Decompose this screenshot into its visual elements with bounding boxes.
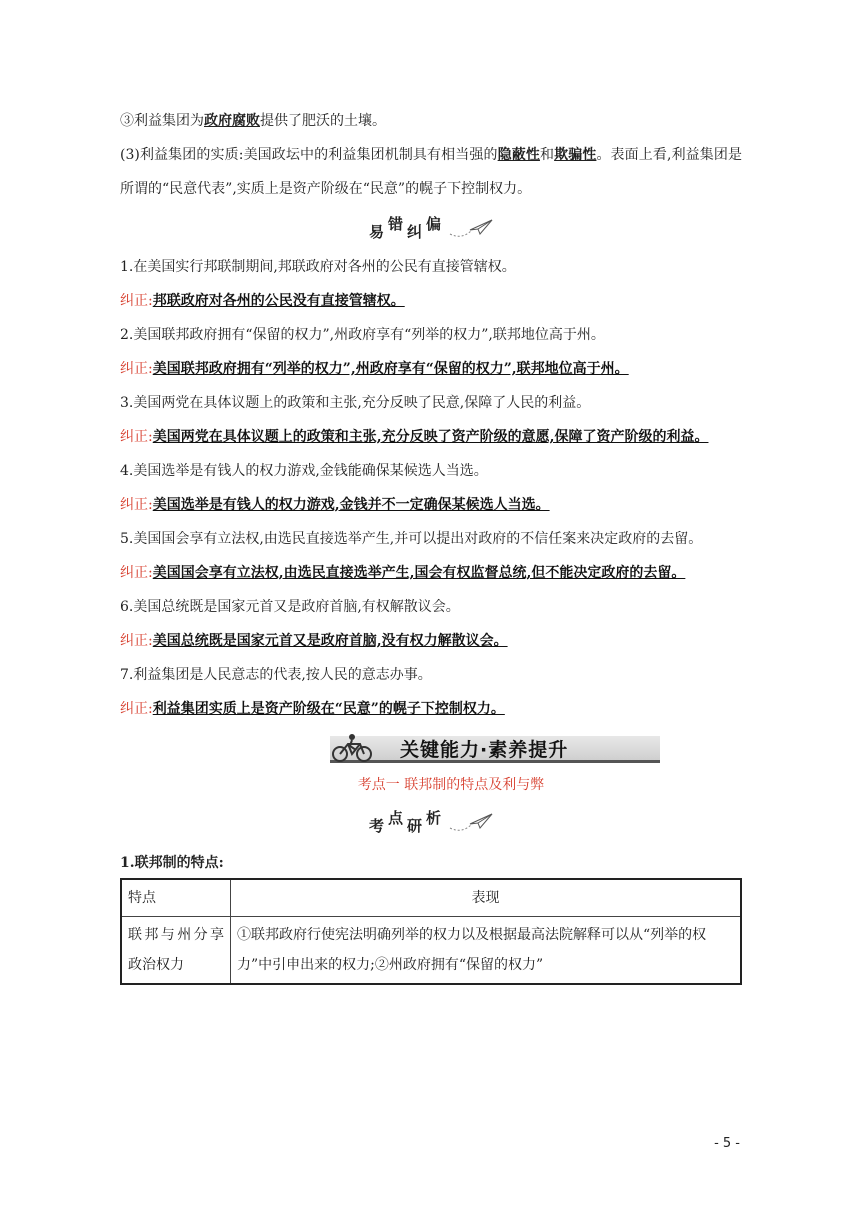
error-correction: 纠正:美国总统既是国家元首又是政府首脑,没有权力解散议会。: [120, 633, 508, 649]
table-header-row: [121, 879, 741, 917]
table-row: [121, 917, 741, 985]
features-table: [120, 878, 742, 985]
study-section-badge: 考 点 研 析: [120, 802, 742, 842]
table-header-cell: 特点: [121, 879, 231, 917]
table-header-cell: 表现: [231, 879, 742, 917]
subheading: 1.联邦制的特点:: [120, 855, 224, 871]
topic-title: 考点一 联邦制的特点及利与弊: [357, 777, 545, 793]
page-content: [120, 104, 742, 985]
paper-plane-icon: [448, 812, 494, 832]
banner-title: 关键能力·素养提升: [400, 739, 569, 761]
error-question: 3.美国两党在具体议题上的政策和主张,充分反映了民意,保障了人民的利益。: [120, 395, 591, 411]
error-correction: 纠正:美国两党在具体议题上的政策和主张,充分反映了资产阶级的意愿,保障了资产阶级的利益。: [120, 429, 709, 445]
error-question: 5.美国国会享有立法权,由选民直接选举产生,并可以提出对政府的不信任案来决定政府的去留。: [120, 531, 703, 547]
error-question: 4.美国选举是有钱人的权力游戏,金钱能确保某候选人当选。: [120, 463, 488, 479]
error-question: 2.美国联邦政府拥有“保留的权力”,州政府享有“列举的权力”,联邦地位高于州。: [120, 327, 605, 343]
error-correction: 纠正:美国国会享有立法权,由选民直接选举产生,国会有权监督总统,但不能决定政府的去留。: [120, 565, 686, 581]
table-cell: 联邦与州分享政治权力: [121, 917, 231, 985]
bicycle-icon: [330, 732, 374, 764]
table-cell: ①联邦政府行使宪法明确列举的权力以及根据最高法院解释可以从“列举的权力”中引申出来的权力;②州政府拥有“保留的权力”: [231, 917, 742, 985]
section-banner: [330, 732, 660, 766]
error-question: 6.美国总统既是国家元首又是政府首脑,有权解散议会。: [120, 599, 460, 615]
page-number: - 5 -: [714, 1136, 740, 1151]
error-correction: 纠正:利益集团实质上是资产阶级在“民意”的幌子下控制权力。: [120, 701, 505, 717]
error-question: 1.在美国实行邦联制期间,邦联政府对各州的公民有直接管辖权。: [120, 259, 516, 275]
intro-item-3: ③利益集团为政府腐败提供了肥沃的土壤。: [120, 113, 386, 129]
intro-essence: (3)利益集团的实质:美国政坛中的利益集团机制具有相当强的隐蔽性和欺骗性。表面上看,利益集团是所谓的“民意代表”,实质上是资产阶级在“民意”的幌子下控制权力。: [120, 147, 743, 197]
errors-section-badge: 易 错 纠 偏: [120, 208, 742, 248]
error-correction: 纠正:美国选举是有钱人的权力游戏,金钱并不一定确保某候选人当选。: [120, 497, 550, 513]
error-question: 7.利益集团是人民意志的代表,按人民的意志办事。: [120, 667, 432, 683]
error-correction: 纠正:邦联政府对各州的公民没有直接管辖权。: [120, 293, 405, 309]
error-correction: 纠正:美国联邦政府拥有“列举的权力”,州政府享有“保留的权力”,联邦地位高于州。: [120, 361, 629, 377]
paper-plane-icon: [448, 218, 494, 238]
